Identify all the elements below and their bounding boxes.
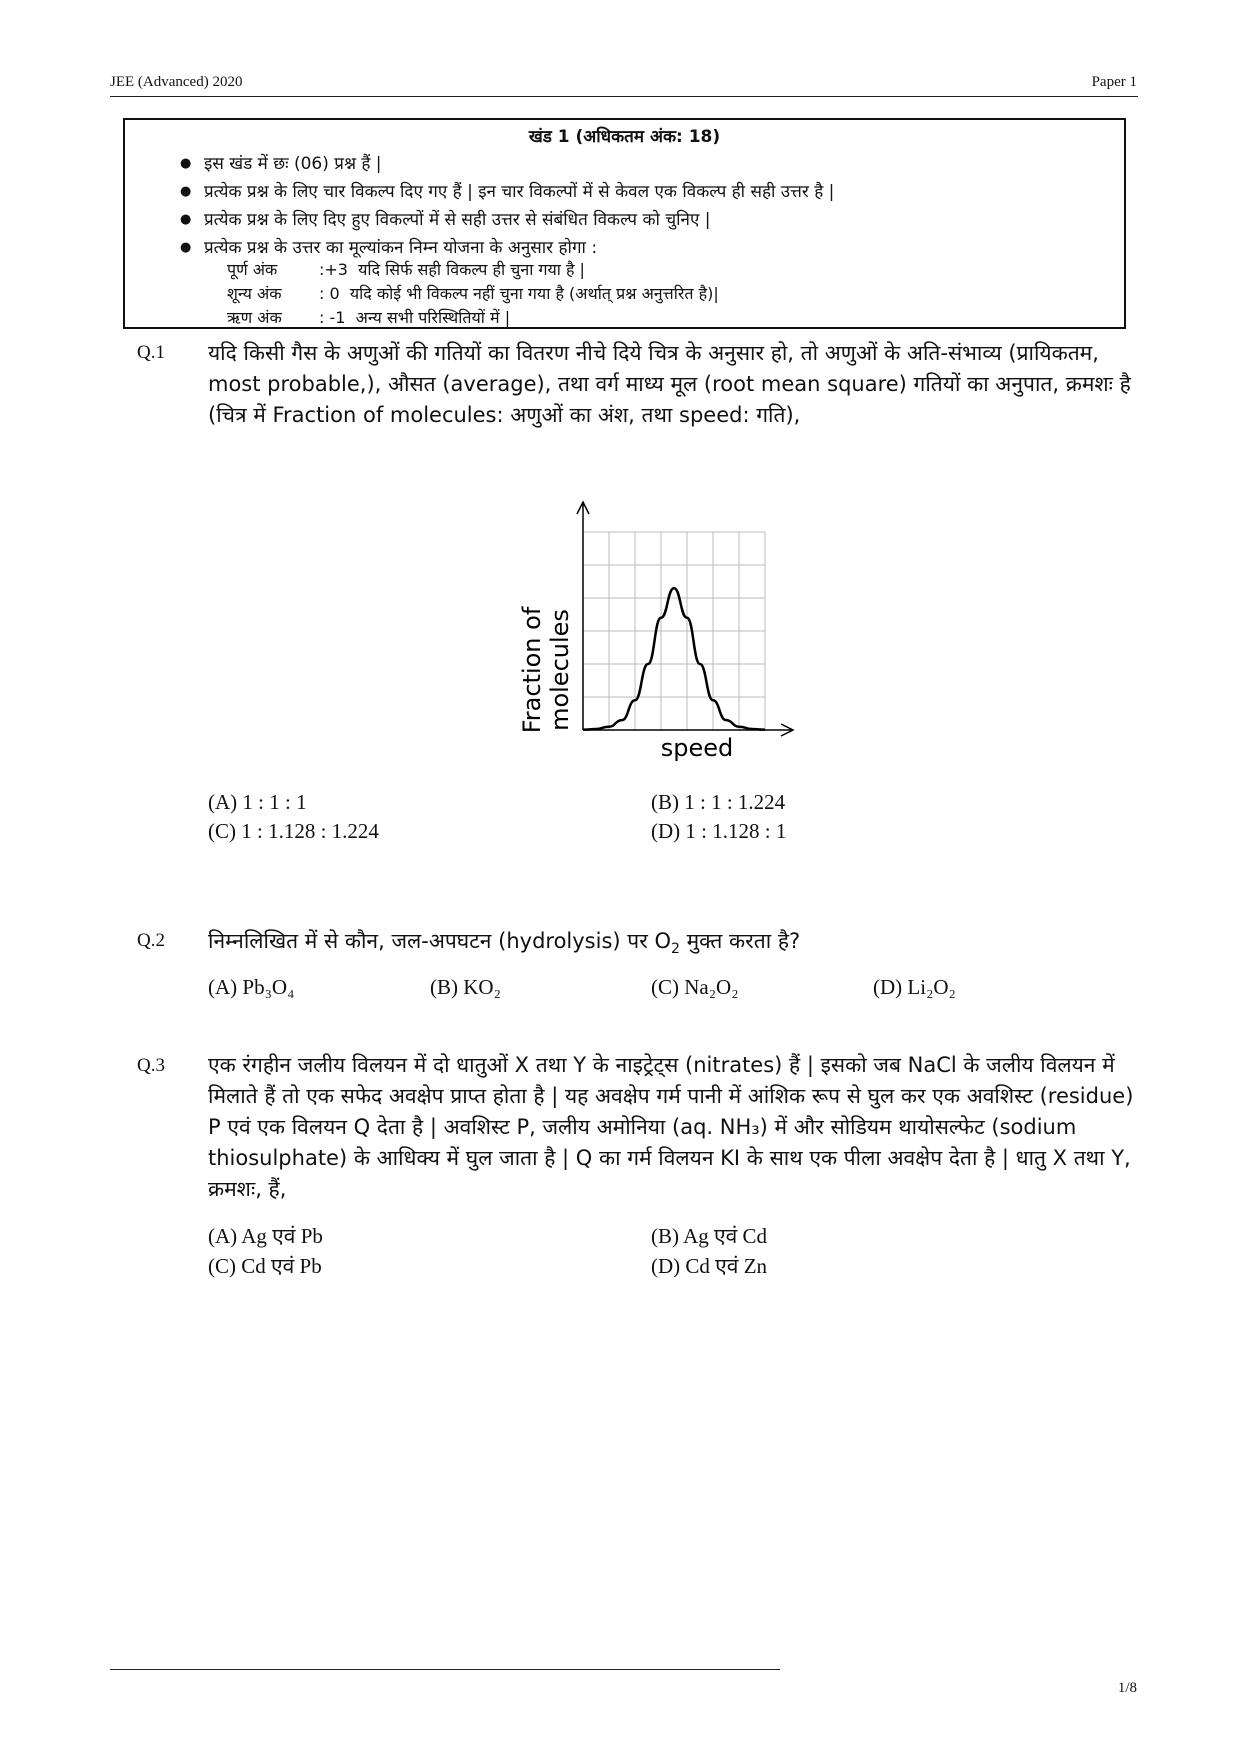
header-paper: Paper 1 xyxy=(1091,74,1137,90)
option-d[interactable]: (D) Li₂O₂ xyxy=(873,975,956,999)
question-text-part: मुक्त करता है? xyxy=(679,929,801,953)
option-c[interactable]: (C) Na₂O₂ xyxy=(651,975,739,999)
marks-negative xyxy=(227,306,510,330)
header-rule xyxy=(110,96,1138,97)
option-a[interactable]: (A) Ag एवं Pb xyxy=(208,1224,323,1248)
y-axis-label-line2: molecules xyxy=(546,609,574,731)
option-a[interactable]: (A) Pb₃O₄ xyxy=(208,975,295,999)
page-number: 1/8 xyxy=(1117,1680,1137,1696)
option-c[interactable]: (C) Cd एवं Pb xyxy=(208,1254,322,1278)
instruction-item: ● प्रत्येक प्रश्न के लिए दिए हुए विकल्पों में से सही उत्तर से संबंधित विकल्प को चुनिए | xyxy=(180,206,834,234)
speed-distribution-chart xyxy=(500,490,830,770)
marks-desc: अन्य सभी परिस्थितियों में | xyxy=(355,308,511,327)
marks-full xyxy=(227,258,585,282)
instruction-item: ● इस खंड में छः (06) प्रश्न हैं | xyxy=(180,150,834,178)
question-number: Q.3 xyxy=(137,1055,165,1076)
question-text-part: निम्नलिखित में से कौन, जल-अपघटन (hydrolysis) पर O xyxy=(208,929,671,953)
marks-desc: यदि कोई भी विकल्प नहीं चुना गया है (अर्थात् प्रश्न अनुत्तरित है)| xyxy=(349,284,719,303)
marks-zero xyxy=(227,282,719,306)
y-axis-label-line1: Fraction of xyxy=(518,606,546,734)
question-number: Q.2 xyxy=(137,930,165,951)
marks-value: :+3 xyxy=(319,260,348,279)
question-text: एक रंगहीन जलीय विलयन में दो धातुओं X तथा Y के नाइट्रेट्स (nitrates) हैं | इसको जब NaCl के जलीय विलयन में मिलाते हैं तो एक सफेद अवक्षेप प्राप्त होता है | यह अवक्षेप गर्म पानी में आंशिक रूप से घुल कर एक अवशिस्ट (residue) P एवं एक विलयन Q देता है | अवशिस्ट P, जलीय अमोनिया (aq. NH₃) में और सोडियम थायोसल्फेट (sodium thiosulphate) के आधिक्य में घुल जाता है | Q का गर्म विलयन KI के साथ एक पीला अवक्षेप देता है | धातु X तथा Y, क्रमशः, हैं, xyxy=(208,1053,1134,1201)
instruction-item: ● प्रत्येक प्रश्न के लिए चार विकल्प दिए गए हैं | इन चार विकल्पों में से केवल एक विकल्प ही सही उत्तर है | xyxy=(180,178,834,206)
footer-rule xyxy=(110,1669,780,1670)
instructions-box xyxy=(123,118,1126,329)
header-exam-title: JEE (Advanced) 2020 xyxy=(110,74,243,90)
section-title: खंड 1 (अधिकतम अंक: 18) xyxy=(528,127,721,147)
option-b[interactable]: (B) KO₂ xyxy=(430,975,501,999)
option-b[interactable]: (B) Ag एवं Cd xyxy=(651,1224,768,1248)
question-text xyxy=(208,926,1138,965)
marks-value: : -1 xyxy=(319,308,346,327)
marks-label: शून्य अंक xyxy=(227,284,282,303)
marks-label: ऋण अंक xyxy=(227,308,282,327)
question-number: Q.1 xyxy=(137,342,165,363)
question-text: यदि किसी गैस के अणुओं की गतियों का वितरण नीचे दिये चित्र के अनुसार हो, तो अणुओं के अति-संभाव्य (प्रायिकतम, most probable,), औसत (average), तथा वर्ग माध्य मूल (root mean square) गतियों का अनुपात, क्रमशः है (चित्र में Fraction of molecules: अणुओं का अंश, तथा speed: गति), xyxy=(208,341,1131,427)
chart-grid xyxy=(583,532,765,730)
x-axis-label: speed xyxy=(660,734,734,762)
instructions-list xyxy=(180,150,834,262)
option-b[interactable]: (B) 1 : 1 : 1.224 xyxy=(651,790,786,814)
subscript: 2 xyxy=(671,941,680,958)
option-d[interactable]: (D) 1 : 1.128 : 1 xyxy=(651,819,787,843)
option-a[interactable]: (A) 1 : 1 : 1 xyxy=(208,790,307,814)
distribution-curve xyxy=(583,588,765,730)
marks-value: : 0 xyxy=(319,284,340,303)
option-d[interactable]: (D) Cd एवं Zn xyxy=(651,1254,768,1278)
instruction-item: ● प्रत्येक प्रश्न के उत्तर का मूल्यांकन निम्न योजना के अनुसार होगा : xyxy=(180,234,834,262)
option-c[interactable]: (C) 1 : 1.128 : 1.224 xyxy=(208,819,379,843)
y-axis xyxy=(577,502,589,730)
marks-label: पूर्ण अंक xyxy=(227,260,278,279)
marks-desc: यदि सिर्फ सही विकल्प ही चुना गया है | xyxy=(358,260,585,279)
